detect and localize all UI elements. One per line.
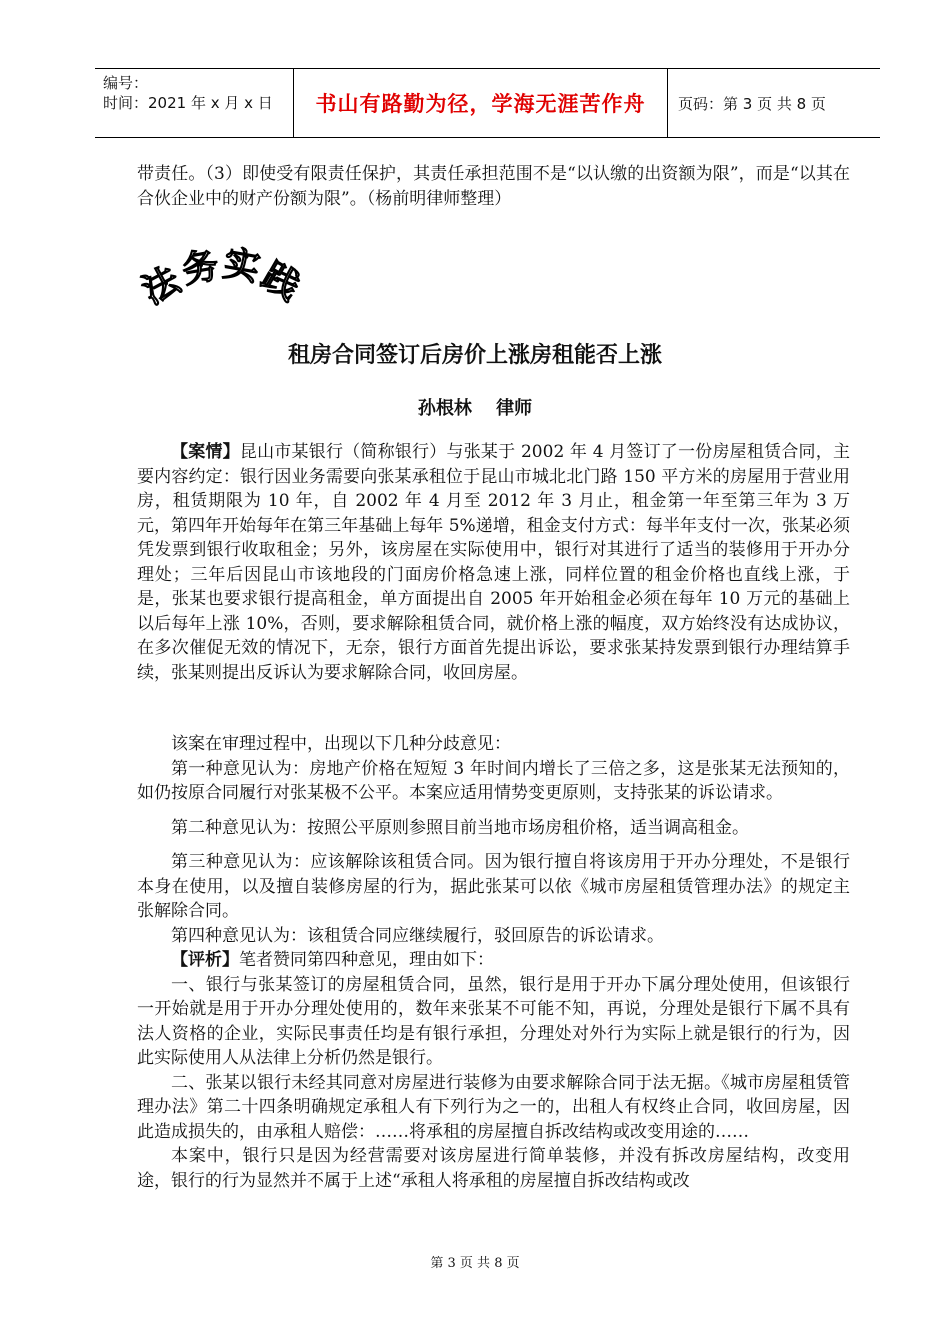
article-title: 租房合同签订后房价上涨房租能否上涨 — [287, 343, 662, 368]
header-number: 编号： — [103, 74, 149, 92]
page-footer: 第 3 页 共 8 页 — [430, 1256, 520, 1271]
paragraph-6: 一、银行与张某签订的房屋租赁合同，虽然，银行是用于开办下属分理处使用，但该银行一开始就是用于开办分理处使用的，数年来张某不可能不知，再说，分理处是银行下属不具有法人资格的企业，实际民事责任均是有银行承担，分理处对外行为实际上就是银行的行为，因此实际使用人从法律上分析仍然是银行。 — [137, 974, 850, 1068]
paragraph-7: 二、张某以银行未经其同意对房屋进行装修为由要求解除合同于法无据。《城市房屋租赁管理办法》第二十四条明确规定承租人有下列行为之一的，出租人有权终止合同，收回房屋，因此造成损失的，由承租人赔偿：……将承租的房屋擅自拆改结构或改变用途的…… — [137, 1072, 850, 1142]
case-paragraph — [137, 440, 850, 685]
case-section — [137, 440, 850, 685]
case-text: 昆山市某银行（简称银行）与张某于 2002 年 4 月签订了一份房屋租赁合同，主要内容约定：银行因业务需要向张某承租位于昆山市城北北门路 150 平方米的房屋用于营业用房，租赁期限为 10 年，自 2002 年 4 月至 2012 年 3 月止，租金第一年至第三年为 3 万元，第四年开始每年在第三年基础上每年 5%递增，租金支付方式：每半年支付一次，张某必须凭发票到银行收取租金；另外，该房屋在实际使用中，银行对其进行了适当的装修用于开办分理处；三年后因昆山市该地段的门面房价格急速上涨，同样位置的租金价格也直线上涨，于是，张某也要求银行提高租金，单方面提出自 2005 年开始租金必须在每年 10 万元的基础上以后每年上涨 10%，否则，要求解除租赁合同，就价格上涨的幅度，双方始终没有达成协议，在多次催促无效的情况下，无奈，银行方面首先提出诉讼，要求张某持发票到银行办理结算手续，张某则提出反诉认为要求解除合同，收回房屋。 — [137, 442, 850, 683]
intro-paragraph: 带责任。（3）即使受有限责任保护，其责任承担范围不是“以认缴的出资额为限”，而是“以其在合伙企业中的财产份额为限”。（杨前明律师整理） — [137, 164, 850, 209]
stamp-char-2: 务 — [179, 245, 222, 292]
header-page: 页码：第 3 页 共 8 页 — [678, 94, 826, 113]
intro-section — [137, 162, 850, 211]
paragraph-1: 该案在审理过程中，出现以下几种分歧意见： — [171, 734, 511, 754]
stamp-char-4: 践 — [254, 255, 307, 309]
opinions-section — [137, 732, 850, 1193]
paragraph-8: 本案中，银行只是因为经营需要对该房屋进行简单装修，并没有拆改房屋结构，改变用途，银行的行为显然并不属于上述“承租人将承租的房屋擅自拆改结构或改 — [137, 1146, 850, 1191]
case-label: 【案情】 — [171, 442, 240, 462]
header-motto: 书山有路勤为径，学海无涯苦作舟 — [293, 69, 668, 137]
page-header — [95, 68, 880, 138]
section-stamp — [135, 232, 310, 316]
paragraph-2: 第一种意见认为：房地产价格在短短 3 年时间内增长了三倍之多，这是张某无法预知的，如仍按原合同履行对张某极不公平。本案应适用情势变更原则，支持张某的诉讼请求。 — [137, 758, 850, 803]
stamp-char-3: 实 — [220, 243, 263, 290]
paragraph-4: 第三种意见认为：应该解除该租赁合同。因为银行擅自将该房用于开办分理处，不是银行本身在使用，以及擅自装修房屋的行为，据此张某可以依《城市房屋租赁管理办法》的规定主张解除合同。 — [137, 852, 850, 921]
paragraph-3: 第二种意见认为：按照公平原则参照目前当地市场房租价格，适当调高租金。 — [171, 817, 749, 838]
review-paragraph — [137, 948, 850, 973]
article-author: 孙根林 律师 — [417, 398, 533, 419]
review-label: 【评析】 — [171, 950, 239, 970]
review-text: 笔者赞同第四种意见，理由如下： — [239, 950, 494, 970]
stamp-char-1: 法 — [135, 259, 187, 313]
header-meta — [95, 69, 293, 137]
paragraph-5: 第四种意见认为：该租赁合同应继续履行，驳回原告的诉讼请求。 — [171, 925, 664, 946]
header-time: 时间：2021 年 x 月 x 日 — [103, 94, 273, 112]
